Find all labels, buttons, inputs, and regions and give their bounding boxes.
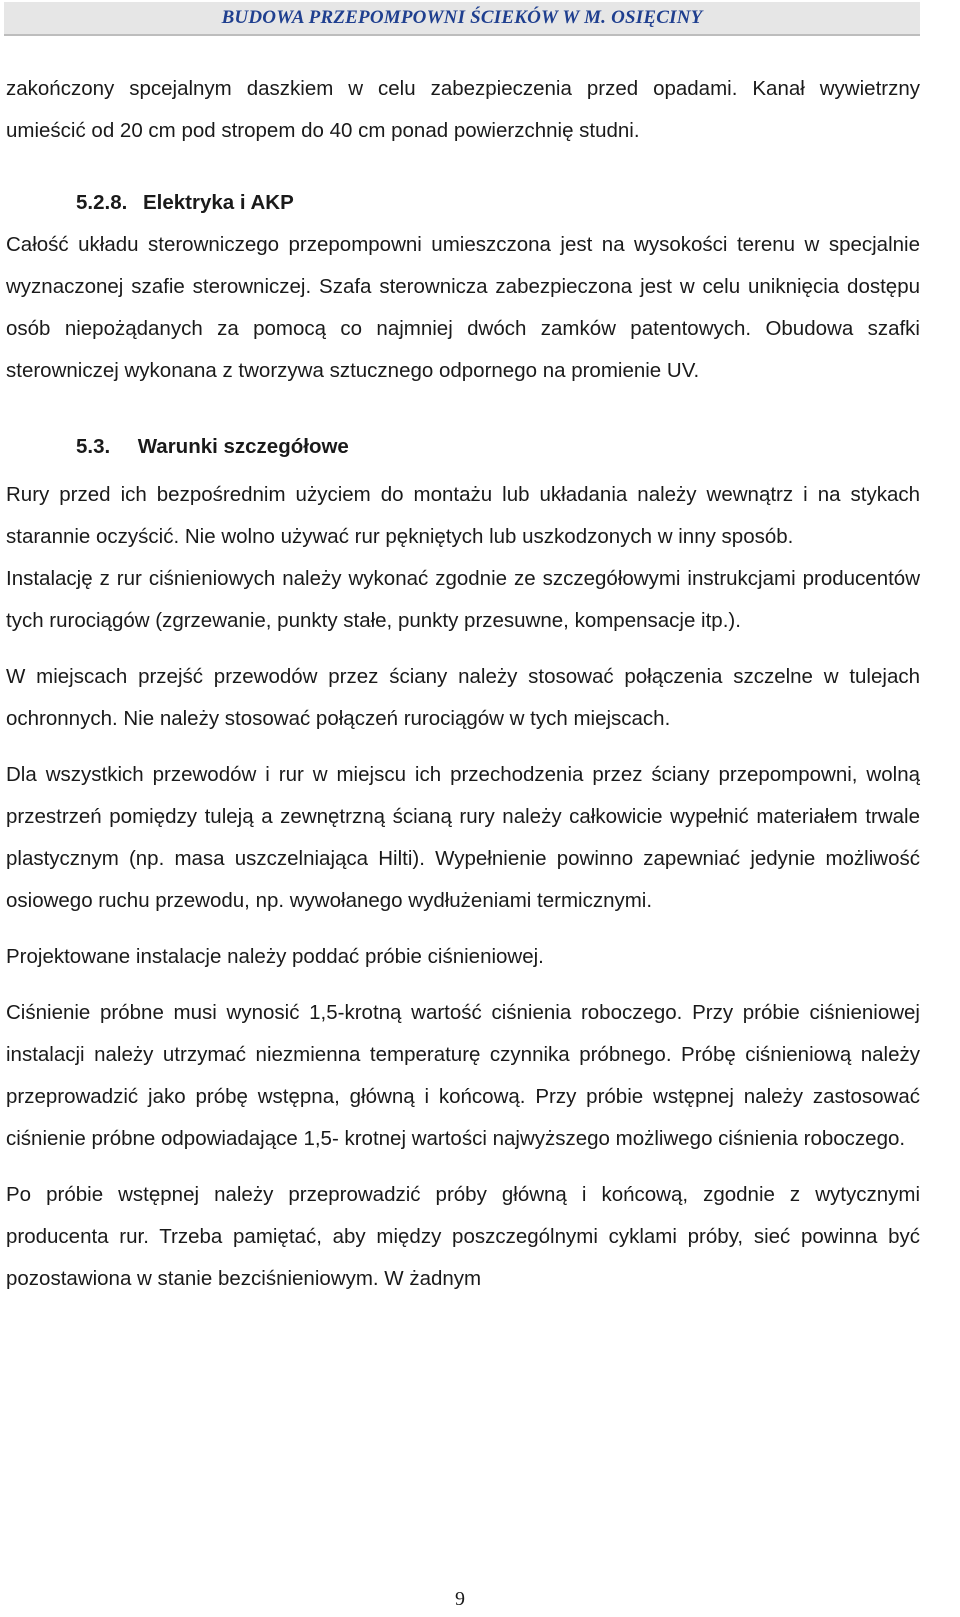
page-body xyxy=(6,68,920,1300)
paragraph-final-tests: Po próbie wstępnej należy przeprowadzić próby główną i końcową, zgodnie z wytycznymi producenta rur. Trzeba pamiętać, aby między poszczególnymi cyklami próby, sieć powinna być pozostawiona w stanie bezciśnieniowym. W żadnym xyxy=(6,1183,920,1290)
document-title: BUDOWA PRZEPOMPOWNI ŚCIEKÓW W M. OSIĘCINY xyxy=(221,7,703,28)
paragraph-electrical: Całość układu sterowniczego przepompowni umieszczona jest na wysokości terenu w specjalnie wyznaczonej szafie sterowniczej. Szafa sterownicza zabezpieczona jest w celu uniknięcia dostępu osób niepożądanych za pomocą co najmniej dwóch zamków patentowych. Obudowa szafki sterowniczej wykonana z tworzywa sztucznego odpornego na promienie UV. xyxy=(6,233,920,382)
paragraph-pipe-cleaning: Rury przed ich bezpośrednim użyciem do montażu lub układania należy wewnątrz i na stykach starannie oczyścić. Nie wolno używać rur pękniętych lub uszkodzonych w inny sposób. xyxy=(6,483,920,548)
page-number: 9 xyxy=(455,1588,465,1610)
paragraph-sealing: Dla wszystkich przewodów i rur w miejscu ich przechodzenia przez ściany przepompowni, wolną przestrzeń pomiędzy tuleją a zewnętrzną ścianą rury należy całkowicie wypełnić materiałem trwale plastycznym (np. masa uszczelniająca Hilti). Wypełnienie powinno zapewniać jedynie możliwość osiowego ruchu przewodu, np. wywołanego wydłużeniami termicznymi. xyxy=(6,763,920,912)
section-heading-53 xyxy=(6,426,920,468)
section-title: Warunki szczegółowe xyxy=(137,435,349,458)
paragraph-pressure-test: Projektowane instalacje należy poddać próbie ciśnieniowej. xyxy=(6,945,544,968)
section-number: 5.3. xyxy=(76,435,111,458)
paragraph-wall-passages: W miejscach przejść przewodów przez ściany należy stosować połączenia szczelne w tulejach ochronnych. Nie należy stosować połączeń rurociągów w tych miejscach. xyxy=(6,665,920,730)
paragraph-intro: zakończony spcejalnym daszkiem w celu zabezpieczenia przed opadami. Kanał wywietrzny umieścić od 20 cm pod stropem do 40 cm ponad powierzchnię studni. xyxy=(6,77,920,142)
section-title: Elektryka i AKP xyxy=(143,191,294,214)
section-heading-528 xyxy=(6,182,920,224)
paragraph-test-pressure: Ciśnienie próbne musi wynosić 1,5-krotną wartość ciśnienia roboczego. Przy próbie ciśnieniowej instalacji należy utrzymać niezmienna temperaturę czynnika próbnego. Próbę ciśnieniową należy przeprowadzić jako próbę wstępna, główną i końcową. Przy próbie wstępnej należy zastosować ciśnienie próbne odpowiadające 1,5- krotnej wartości najwyższego możliwego ciśnienia roboczego. xyxy=(6,1001,920,1150)
paragraph-pressure-install: Instalację z rur ciśnieniowych należy wykonać zgodnie ze szczegółowymi instrukcjami producentów tych rurociągów (zgrzewanie, punkty stałe, punkty przesuwne, kompensacje itp.). xyxy=(6,567,920,632)
running-header xyxy=(4,2,920,36)
section-number: 5.2.8. xyxy=(76,191,128,214)
